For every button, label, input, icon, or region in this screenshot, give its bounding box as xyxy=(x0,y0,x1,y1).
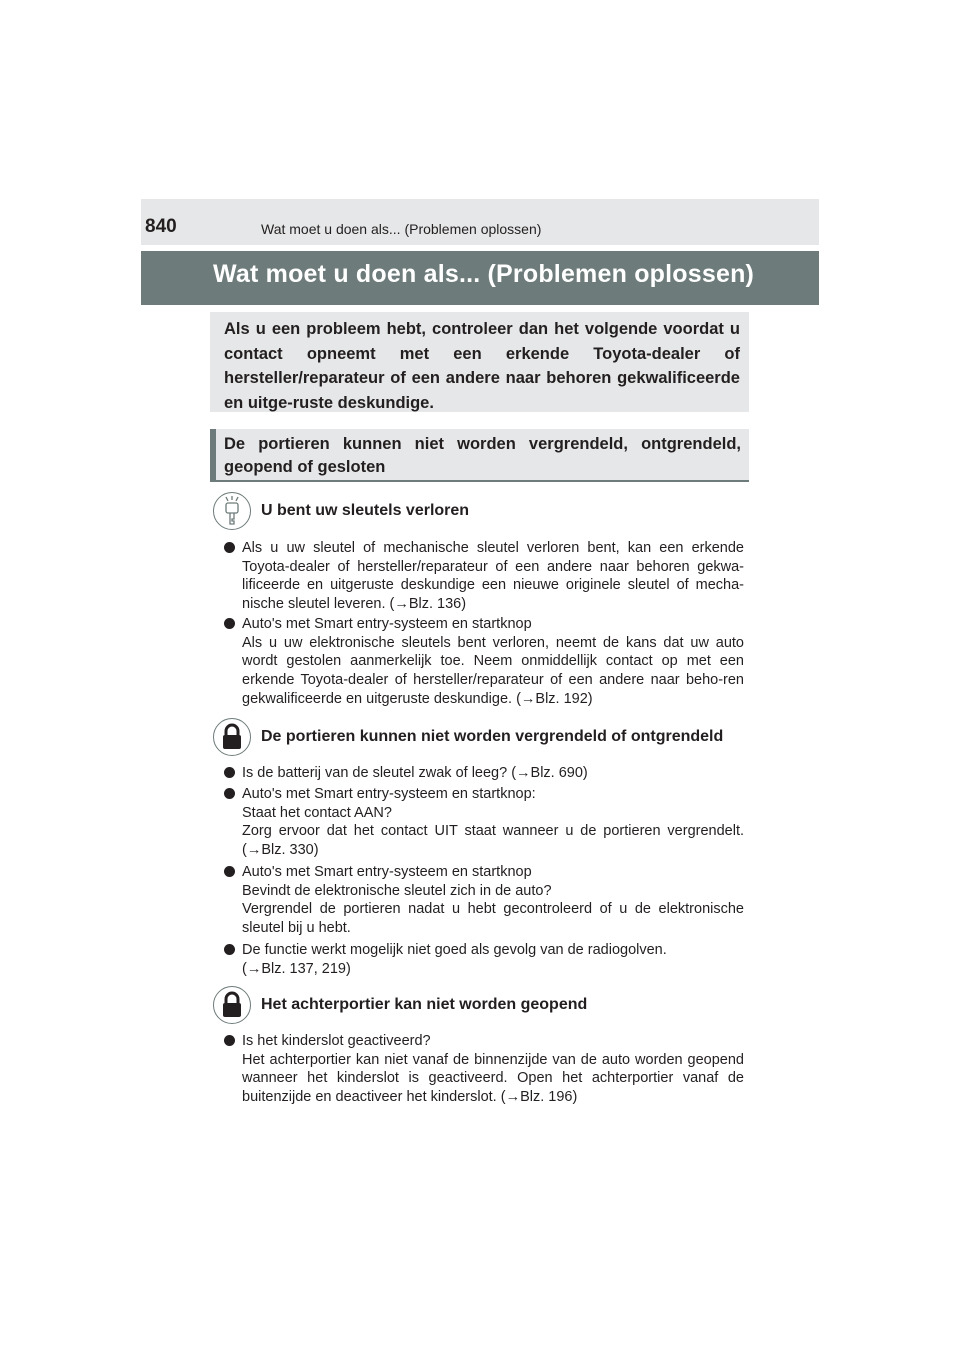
list-item-text: Als u uw sleutel of mechanische sleutel verloren bent, kan een erkende Toyota-dealer of hersteller/reparateur of een andere naar behoren gekwa-lificeerde en uitgeruste deskundige een nieuwe originele sleutel of mecha-nische sleutel leveren. (→Blz. 136) xyxy=(242,540,744,613)
list-item-text: Is de batterij van de sleutel zwak of leeg? (→Blz. 690) xyxy=(242,765,588,781)
subsection-heading: De portieren kunnen niet worden vergrendeld of ontgrendeld xyxy=(261,728,724,745)
page-title: Wat moet u doen als... (Problemen oplossen) xyxy=(213,260,755,288)
list-item-text: De functie werkt mogelijk niet goed als gevolg van de radiogolven. xyxy=(242,942,667,958)
list-item-text: Auto's met Smart entry-systeem en startknop xyxy=(242,864,532,880)
subsection-heading: Het achterportier kan niet worden geopend xyxy=(261,996,588,1013)
bullet-dot xyxy=(224,542,235,553)
list-item-text: Zorg ervoor dat het contact UIT staat wanneer u de portieren vergrendelt. (→Blz. 330) xyxy=(242,823,744,859)
bullet-dot xyxy=(224,1035,235,1046)
intro-box xyxy=(210,312,749,412)
list-item-text: Is het kinderslot geactiveerd? xyxy=(242,1033,431,1049)
section-heading-box xyxy=(210,429,749,482)
key-icon xyxy=(213,492,251,530)
list-item-text: Auto's met Smart entry-systeem en startknop: xyxy=(242,786,536,802)
subsection-heading: U bent uw sleutels verloren xyxy=(261,502,470,519)
bullet-dot xyxy=(224,618,235,629)
bullet-dot xyxy=(224,944,235,955)
page-number: 840 xyxy=(145,216,177,237)
list-item xyxy=(224,863,744,938)
list-item-text: (→Blz. 137, 219) xyxy=(242,960,351,977)
list-item-text: Het achterportier kan niet vanaf de binnenzijde van de auto worden geopend wanneer het kinderslot is geactiveerd. Open het achterportier vanaf de buitenzijde en deactiveer het kinderslot. (→Blz. 196) xyxy=(242,1051,744,1106)
list-item-text: Staat het contact AAN? xyxy=(242,804,392,821)
list-item xyxy=(224,1032,744,1107)
list-item-text: Auto's met Smart entry-systeem en startknop xyxy=(242,616,532,632)
list-item xyxy=(224,539,744,614)
bullet-dot xyxy=(224,866,235,877)
bullet-dot xyxy=(224,788,235,799)
section-heading: De portieren kunnen niet worden vergrendeld, ontgrendeld, geopend of gesloten xyxy=(224,435,741,476)
intro-text: Als u een probleem hebt, controleer dan het volgende voordat u contact opneemt met een erkende Toyota-dealer of hersteller/reparateur of een andere naar behoren gekwalificeerde en uitge-ruste deskundige. xyxy=(224,320,740,412)
lock-icon xyxy=(213,986,251,1024)
bullet-dot xyxy=(224,767,235,778)
list-item-text: Vergrendel de portieren nadat u hebt gecontroleerd of u de elektronische sleutel bij u hebt. xyxy=(242,901,744,937)
list-item xyxy=(224,764,744,783)
list-item-text: Als u uw elektronische sleutels bent verloren, neemt de kans dat uw auto wordt gestolen aanmerkelijk toe. Neem onmiddellijk contact op met een erkende Toyota-dealer of hersteller/reparateur of een andere naar beho-ren gekwalificeerde en uitgeruste deskundige. (→Blz. 192) xyxy=(242,634,744,707)
list-item xyxy=(224,615,744,709)
lock-icon xyxy=(213,718,251,756)
running-head: Wat moet u doen als... (Problemen oplossen) xyxy=(261,221,542,237)
list-item xyxy=(224,941,744,978)
list-item xyxy=(224,785,744,860)
list-item-text: Bevindt de elektronische sleutel zich in de auto? xyxy=(242,882,552,899)
